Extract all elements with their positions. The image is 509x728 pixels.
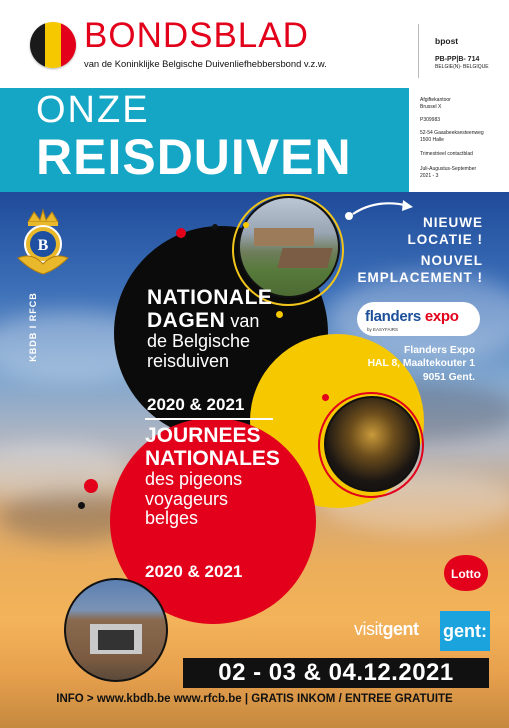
visit-part1: visit (354, 619, 383, 639)
feature-nl-line2-bold: DAGEN (147, 308, 226, 332)
black-dot (78, 502, 85, 509)
postage-brand: bpost (435, 36, 459, 46)
feature-fr-line2: NATIONALES (145, 446, 280, 470)
new-location-nl-2: LOCATIE ! (407, 232, 483, 248)
issue-line2: 2021 - 3 (420, 173, 439, 179)
belgian-flag-ball-icon (30, 22, 76, 68)
yellow-dot (276, 311, 283, 318)
venue-name-part1: flanders (365, 308, 425, 325)
postage-country: BELGIE(N)- BELGIQUE (435, 64, 489, 70)
event-dates: 02 - 03 & 04.12.2021 (183, 658, 489, 688)
visitgent-logo (354, 619, 419, 640)
feature-divider (145, 418, 273, 420)
yellow-dot (243, 222, 249, 228)
new-location-nl-1: NIEUWE (423, 215, 483, 230)
venue-name-part2: expo (424, 308, 459, 325)
red-dot (322, 394, 329, 401)
address-line1: 52-54 Gaasbeeksesteenweg (420, 130, 484, 136)
aerial-venue-photo (238, 196, 340, 298)
org-label: KBDB I RFCB (27, 292, 38, 362)
magazine-title-line2: REISDUIVEN (36, 129, 352, 185)
issue-line1: Juli-Augustus-September (420, 166, 477, 172)
feature-nl-line2-rest: van (225, 310, 260, 331)
feature-fr-line4: voyageurs (145, 488, 229, 509)
red-dot (84, 479, 98, 493)
address-line2: 1500 Halle (420, 137, 444, 143)
office-city: Brussel X (420, 104, 442, 110)
feature-fr-line5: belges (145, 508, 199, 529)
office-label: Afgiftekantoor (420, 97, 451, 103)
svg-text:B: B (37, 237, 49, 254)
postage-box (418, 24, 501, 78)
masthead (0, 0, 509, 88)
lotto-logo (443, 554, 489, 592)
frequency: Trimestrieel contactblad (420, 151, 473, 157)
masthead-subtitle: van de Koninklijke Belgische Duivenliefhebbersbond v.z.w. (84, 58, 327, 69)
flanders-expo-logo (357, 302, 480, 336)
building-photo (64, 578, 168, 682)
permit-number: P309983 (420, 117, 441, 123)
visit-part2: gent (382, 619, 419, 639)
venue-address-line3: 9051 Gent. (422, 371, 475, 383)
feature-fr-years: 2020 & 2021 (145, 562, 243, 581)
gent-logo: gent: (440, 611, 490, 651)
red-dot (176, 228, 186, 238)
venue-address (368, 344, 475, 384)
postage-code: PB-PP|B- 714 (435, 56, 480, 63)
magazine-title-line1: ONZE (36, 89, 150, 131)
feature-nl-line4: reisduiven (147, 350, 230, 371)
black-dot (212, 224, 218, 230)
feature-nl-years: 2020 & 2021 (147, 395, 245, 414)
venue-by: by EASYFAIRS (367, 327, 399, 332)
feature-fr-line3: des pigeons (145, 469, 243, 490)
new-location-fr-1: NOUVEL (420, 252, 483, 268)
feature-nl-line3: de Belgische (147, 331, 251, 352)
feature-fr (145, 425, 280, 529)
kbdb-crest-logo (14, 208, 72, 278)
feature-nl (147, 287, 272, 371)
venue-address-line1: Flanders Expo (404, 345, 475, 356)
venue-address-line2: HAL 8, Maaltekouter 1 (367, 358, 475, 370)
new-location-fr-2: EMPLACEMENT ! (357, 269, 483, 285)
feature-nl-line1: NATIONALE (147, 286, 273, 309)
trophies-photo (324, 396, 420, 492)
footer-info: INFO > www.kbdb.be www.rfcb.be | GRATIS INKOM / ENTREE GRATUITE (56, 693, 453, 705)
masthead-title: BONDSBLAD (84, 16, 309, 55)
lotto-text: Lotto (451, 567, 481, 581)
mailing-info (409, 88, 509, 192)
new-location-notice (358, 214, 484, 286)
feature-fr-line1: JOURNEES (145, 424, 261, 447)
